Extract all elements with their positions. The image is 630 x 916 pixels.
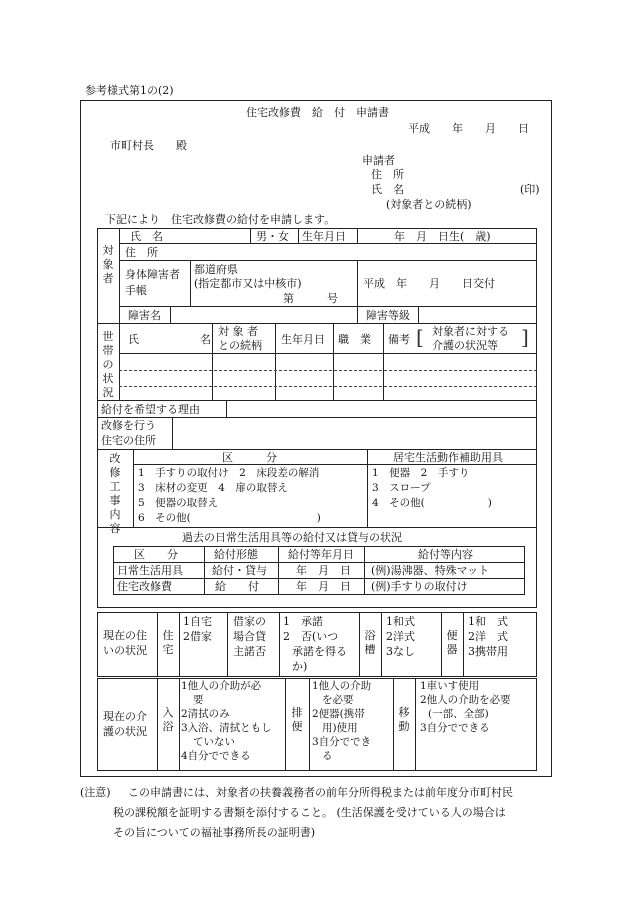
bathtub-option-1: 1和式: [386, 615, 415, 628]
notes-line-2: 税の課税額を証明する書類を添付すること。 (生活保護を受けている人の場合は: [113, 806, 506, 819]
consent-ng-3: か): [292, 660, 308, 673]
household-label: 世帯の状況: [102, 330, 114, 399]
household-relation-2: との続柄: [218, 339, 262, 352]
excretion-option-1: 1他人の介助: [312, 680, 372, 692]
mobility-option-3: 3自分でできる: [420, 722, 490, 734]
mobility-option-1: 1車いす使用: [420, 680, 480, 692]
prefecture: 都道府県: [194, 263, 238, 276]
excretion-option-3b: る: [322, 750, 333, 762]
house-rent: 2借家: [183, 630, 212, 643]
category-option-3: 5 便器の取替え: [138, 497, 219, 509]
disability-grade-label: 障害等級: [366, 309, 410, 322]
rent-consent-3: 主諾否: [233, 645, 266, 658]
designated-city: (指定都市又は中核市): [194, 277, 302, 290]
dob-value: 年 月 日生( 歳): [394, 230, 491, 243]
bathtub-label: 浴槽: [364, 629, 376, 656]
toilet-option-1: 1和 式: [468, 615, 508, 628]
bathing-option-3: 3入浴、清拭ともし: [181, 722, 272, 734]
bathtub-option-2: 2洋式: [386, 630, 415, 643]
excretion-option-3: 3自分ででき: [312, 736, 372, 748]
past-row-2-date: 年 月 日: [296, 580, 351, 593]
subject-label: 対象者: [102, 244, 114, 285]
past-row-2-form: 給 付: [215, 580, 259, 593]
reason-label: 給付を希望する理由: [101, 403, 200, 416]
excretion-label: 排便: [291, 706, 303, 733]
bracket-right: ]: [521, 325, 529, 349]
excretion-option-2b: 用)使用: [322, 722, 358, 734]
relation-label: (対象者との続柄): [386, 198, 472, 211]
household-name-label-2: 名: [200, 333, 211, 346]
past-header-category: 区 分: [134, 548, 178, 561]
mobility-option-2: 2他人の介助を必要: [420, 694, 511, 706]
past-header-content: 給付等内容: [418, 548, 473, 561]
form-title: 住宅改修費 給 付 申請書: [246, 106, 389, 119]
mobility-label: 移動: [398, 706, 410, 733]
past-row-1-form: 給付・貸与: [212, 564, 267, 577]
past-title: 過去の日常生活用具等の給付又は貸与の状況: [182, 531, 402, 544]
past-header-form: 給付形態: [214, 548, 258, 561]
consent-ng-2: 承諾を得る: [292, 645, 347, 658]
bathing-option-2: 2清拭のみ: [181, 708, 230, 720]
bathing-option-1: 1他人の介助が必: [181, 680, 262, 692]
dob-label: 生年月日: [302, 230, 346, 243]
excretion-option-2: 2便器(携帯: [312, 708, 365, 720]
toilet-label: 便器: [446, 629, 458, 656]
works-label: 改修工事内容: [109, 452, 121, 535]
applicant-label: 申請者: [362, 154, 395, 167]
addressee: 市町村長 殿: [110, 139, 187, 152]
household-dob: 生年月日: [281, 333, 325, 346]
rent-consent-2: 場合貸: [233, 630, 266, 643]
applicant-address-label: 住 所: [371, 168, 404, 181]
house-label-1: 改修を行う: [101, 419, 156, 432]
category-option-1: 1 手すりの取付け 2 床段差の解消: [138, 467, 320, 479]
issue-date: 平成 年 月 日交付: [363, 277, 495, 290]
bathing-option-3b: ていない: [193, 736, 235, 748]
house-type-label: 住宅: [162, 629, 174, 656]
care-label-2: 護の状況: [103, 725, 147, 738]
mobility-option-2b: (一部、全部): [428, 708, 489, 720]
intro-text: 下記により 住宅改修費の給付を申請します。: [105, 213, 336, 226]
house-label-2: 住宅の住所: [101, 434, 156, 447]
housing-label-1: 現在の住: [103, 629, 147, 642]
subject-name-label: 氏 名: [130, 230, 163, 243]
past-row-1-date: 年 月 日: [296, 564, 351, 577]
past-header-date: 給付等年月日: [288, 548, 354, 561]
certificate-label-2: 手帳: [125, 284, 147, 297]
rent-consent-1: 借家の: [233, 615, 266, 628]
past-row-2-content: (例)手すりの取付け: [371, 580, 468, 593]
toilet-option-3: 3携帯用: [468, 645, 508, 658]
consent-ng-1: 2 否(いつ: [283, 630, 339, 643]
household-remark: 備考: [388, 333, 410, 346]
care-label-1: 現在の介: [103, 710, 147, 723]
disability-name-label: 障害名: [128, 309, 161, 322]
form-reference: 参考様式第1の(2): [85, 84, 174, 97]
bathing-option-4: 4自分でできる: [181, 750, 251, 762]
house-own: 1自宅: [183, 615, 212, 628]
bathtub-option-3: 3なし: [386, 645, 415, 658]
bathing-option-1b: 要: [193, 694, 204, 706]
bracket-left: [: [416, 325, 424, 349]
notes-line-3: その旨についての福祉事務所長の証明書): [113, 826, 316, 839]
notes-label: (注意): [80, 786, 111, 799]
toilet-option-2: 2洋 式: [468, 630, 508, 643]
equipment-header: 居宅生活動作補助用具: [393, 451, 503, 464]
sex-options: 男・女: [256, 230, 289, 243]
equipment-option-3: 4 その他( ): [372, 497, 492, 509]
subject-address-label: 住 所: [125, 246, 158, 259]
household-relation-1: 対 象 者: [218, 325, 258, 338]
certificate-label-1: 身体障害者: [125, 268, 180, 281]
category-option-2: 3 床材の変更 4 扉の取替え: [138, 482, 288, 494]
application-date: 平成 年 月 日: [408, 122, 529, 135]
excretion-option-1b: を必要: [322, 694, 354, 706]
household-name-label: 氏: [128, 333, 139, 346]
bathing-label: 入浴: [162, 706, 174, 733]
equipment-option-2: 3 スロープ: [372, 482, 431, 494]
certificate-number: 第 号: [283, 292, 338, 305]
household-job: 職 業: [338, 333, 371, 346]
consent-ok: 1 承諾: [283, 615, 323, 628]
care-note-1: 対象者に対する: [432, 325, 509, 338]
past-row-1-category: 日常生活用具: [117, 564, 183, 577]
seal-mark: (印): [520, 183, 540, 196]
past-row-1-content: (例)湯沸器、特殊マット: [371, 564, 490, 577]
category-option-4: 6 その他( ): [138, 512, 321, 524]
past-row-2-category: 住宅改修費: [117, 580, 172, 593]
category-header: 区 分: [222, 451, 277, 464]
equipment-option-1: 1 便器 2 手すり: [372, 467, 470, 479]
housing-label-2: いの状況: [103, 644, 147, 657]
notes-line-1: この申請書には、対象者の扶養義務者の前年分所得税または前年度分市町村民: [128, 786, 513, 799]
applicant-name-label: 氏 名: [371, 183, 404, 196]
care-note-2: 介護の状況等: [432, 339, 498, 352]
